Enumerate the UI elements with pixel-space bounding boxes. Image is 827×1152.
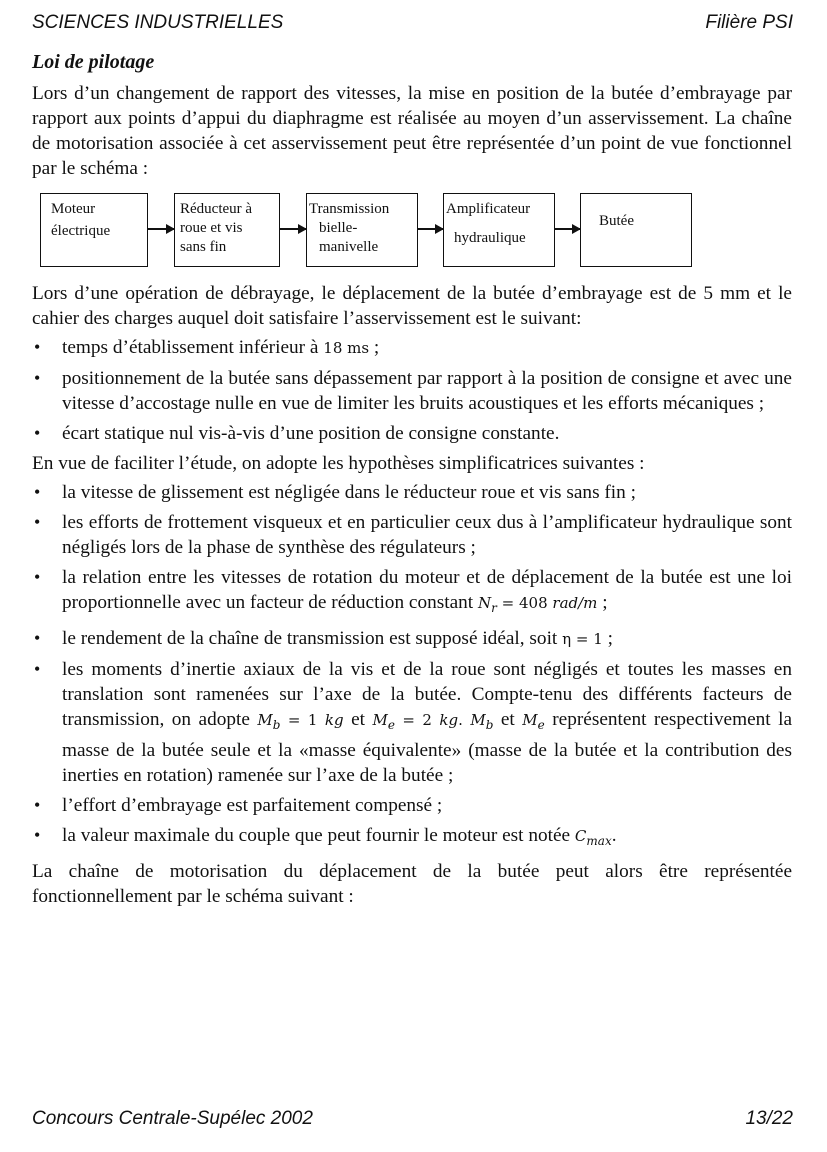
block-butee [580,193,692,267]
list-item [32,657,792,788]
cdc-item1-end: ; [373,337,380,358]
h5-text2: représentent respectivement la masse de la butée seule et la «masse équivalente» (masse de la butée et la contribution des inerties en rotation) ramenée sur l’axe de la butée ; [62,709,793,786]
footer-page-number: 13/22 [745,1108,793,1129]
block-moteur-line1: Moteur [51,201,96,217]
h5-and: et [351,709,365,730]
me-symbol-repeat [522,711,545,732]
block-transmission-line3: manivelle [319,239,379,255]
page-content [32,50,792,909]
block-reducteur-line1: Réducteur à [180,201,253,217]
block-butee-line1: Butée [599,213,634,229]
h5-mb-sub: b [272,718,281,732]
hypotheses-intro: En vue de faciliter l’étude, on adopte les hypothèses simplificatrices suivantes : [32,453,645,474]
arrow-1 [148,228,174,230]
h3-end: ; [602,592,608,613]
arrow-2 [280,228,306,230]
h5-me-symbol: M [372,711,388,729]
block-transmission [306,193,418,267]
h5-me-sub: e [387,718,395,732]
list-item: • les efforts de frottement visqueux et en particulier ceux dus à l’amplificateur hydraulique sont négligés lors de la phase de synthèse des régulateurs ; [32,510,792,560]
block-amplificateur-line2: hydraulique [454,230,526,246]
h7-sub: max [586,834,612,848]
h5-mb-symbol: M [257,711,273,729]
header-filiere: Filière PSI [705,12,793,33]
h3-text: la relation entre les vitesses de rotation du moteur et de déplacement de la butée est une loi proportionnelle avec un facteur de réduction constant [62,567,792,613]
section-title: Loi de pilotage [32,51,155,73]
arrow-4 [555,228,580,230]
h5-text1: les moments d’inertie axiaux de la vis et de la roue sont négligés et toutes les masses en translation sont ramenées sur l’axe de la butée. Compte-tenu des différents facteurs de transmission, on adopte [62,659,792,730]
mass-mb-formula [257,711,344,732]
functional-block-diagram [32,189,792,273]
closing-paragraph: La chaîne de motorisation du déplacement de la butée peut alors être représentée fonctionnellement par le schéma suivant : [32,861,792,907]
h7-text: la valeur maximale du couple que peut fournir le moteur est notée [62,825,571,846]
h5-mb-value: = 1 [287,711,318,729]
h5-me-unit: kg [439,711,459,729]
cdc-item1-text: temps d’établissement inférieur à [62,337,319,358]
list-item [32,626,792,652]
h4-end: ; [607,628,613,649]
list-item: • la vitesse de glissement est négligée dans le réducteur roue et vis sans fin ; [32,480,792,505]
h3-symbol: N [478,594,492,612]
list-item: • positionnement de la butée sans dépassement par rapport à la position de consigne et avec une vitesse d’accostage nulle en vue de limiter les bruits acoustiques et les efforts mécaniques ; [32,366,792,416]
h5-me-symbol-2: M [522,711,538,729]
list-item [32,335,792,361]
hypotheses-list [32,480,792,854]
intro-paragraph: Lors d’un changement de rapport des vitesses, la mise en position de la butée d’embrayage par rapport aux points d’appui du diaphragme est réalisée au moyen d’un asservissement. La chaîne de motorisation associée à cet asservissement peut être représentée d’un point de vue fonctionnel par le schéma : [32,83,792,179]
h5-mb-sub-2: b [485,718,494,732]
header-title: SCIENCES INDUSTRIELLES [32,12,284,33]
h7-end: . [611,825,617,846]
block-transmission-line1: Transmission [309,201,390,217]
list-item [32,823,792,854]
h4-text: le rendement de la chaîne de transmission est supposé idéal, soit [62,628,558,649]
h5-dot: . [458,711,463,729]
block-reducteur [174,193,280,267]
h3-unit: rad/m [552,594,598,612]
block-moteur-electrique [40,193,148,267]
debrayage-paragraph: Lors d’une opération de débrayage, le déplacement de la butée d’embrayage est de 5 mm et le cahier des charges auquel doit satisfaire l’asservissement est le suivant: [32,283,792,329]
block-reducteur-line2: roue et vis [180,220,243,236]
cahier-des-charges-list [32,335,792,446]
cdc-item1-value: 18 ms [323,339,370,357]
mass-me-formula [372,711,463,732]
cmax-symbol [574,827,612,848]
h5-mb-unit: kg [324,711,344,729]
block-amplificateur [443,193,555,267]
h7-symbol: C [574,827,587,845]
h3-sub: r [491,601,497,615]
arrow-3 [418,228,443,230]
h5-me-sub-2: e [537,718,545,732]
block-moteur-line2: électrique [51,223,111,239]
list-item: • écart statique nul vis-à-vis d’une position de consigne constante. [32,421,792,446]
h5-mb-symbol-2: M [470,711,486,729]
list-item [32,565,792,621]
list-item: • l’effort d’embrayage est parfaitement compensé ; [32,793,792,818]
h5-me-value: = 2 [402,711,432,729]
reduction-factor-formula [478,594,598,615]
mb-symbol-repeat [470,711,494,732]
h3-value: = 408 [501,594,548,612]
block-amplificateur-line1: Amplificateur [446,201,531,217]
block-reducteur-line3: sans fin [180,239,227,255]
efficiency-formula: η = 1 [562,630,603,648]
block-transmission-line2: bielle- [319,220,358,236]
h5-and-2: et [500,709,515,730]
footer-contest: Concours Centrale-Supélec 2002 [32,1108,313,1129]
